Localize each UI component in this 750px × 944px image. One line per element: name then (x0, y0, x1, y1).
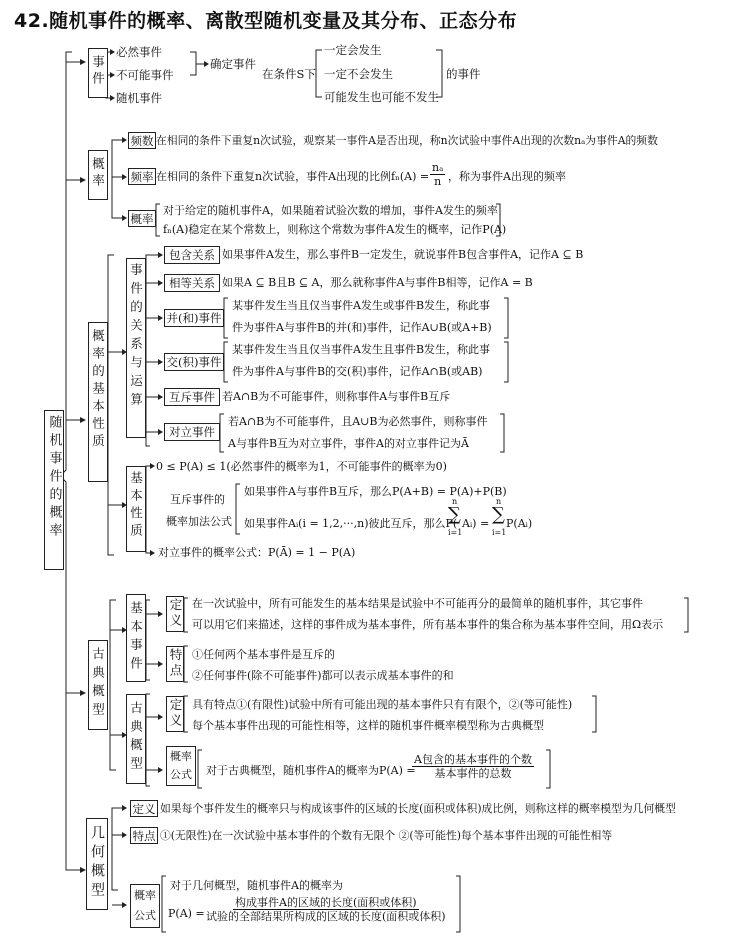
model-def-box: 定义 (166, 696, 184, 732)
geo-formula-line1: 对于几何概型，随机事件A的概率为 (170, 879, 343, 892)
geo-feat-text: ①(无限性)在一次试验中基本事件的个数有无限个 ②(等可能性)每个基本事件出现的可能性相等 (160, 829, 613, 842)
add-rule-2b: Aᵢ) = (462, 517, 490, 530)
union-line2: 件为事件A与事件B的并(和)事件，记作A∪B(或A+B) (232, 321, 492, 334)
probability-box: 概率 (128, 210, 156, 227)
geo-formula-pa: P(A) = (168, 907, 205, 920)
outcome-1: 一定会发生 (324, 43, 382, 57)
equal-box: 相等关系 (164, 274, 220, 292)
add-sum-1-bot: i=1 (448, 528, 463, 537)
classical-box: 古典概型 (88, 640, 108, 730)
model-formula-fraction: A包含的基本事件的个数 基本事件的总数 (414, 753, 532, 780)
add-sum-2: ∑ (492, 504, 505, 525)
basic-def-box: 定义 (166, 596, 184, 632)
freq-rate-box: 频率 (128, 168, 156, 185)
add-rule-1: 如果事件A与事件B互斥，那么P(A+B) = P(A)+P(B) (244, 485, 507, 498)
event-impossible: 不可能事件 (116, 68, 174, 82)
basic-event-box: 基本事件 (126, 594, 146, 682)
events-box: 事件 (88, 48, 108, 98)
prob-box: 概率 (88, 150, 108, 200)
basic-feat-line2: ②任何事件(除不可能事件)都可以表示成基本事件的和 (192, 669, 454, 682)
page-title: 42.随机事件的概率、离散型随机变量及其分布、正态分布 (14, 10, 518, 32)
basic-feat-box: 特点 (166, 646, 184, 682)
basic-feat-line1: ①任何两个基本事件是互斥的 (192, 648, 335, 661)
complement-text: 对立事件的概率公式：P(Ā) = 1 − P(A) (158, 546, 356, 559)
include-box: 包含关系 (164, 246, 220, 264)
inter-line1: 某事件发生当且仅当事件A发生且事件B发生，称此事 (232, 343, 491, 356)
event-certain: 必然事件 (116, 45, 162, 59)
opposite-line2: A与事件B互为对立事件，事件A的对立事件记为Ā (228, 437, 469, 450)
add-sum-1-top: n (452, 497, 458, 506)
mutex-text: 若A∩B为不可能事件，则称事件A与事件B互斥 (222, 390, 451, 403)
basic-def-line2: 可以用它们来描述，这样的事件成为基本事件，所有基本事件的集合称为基本事件空间，用Ω表示 (192, 618, 664, 631)
event-deterministic: 确定事件 (210, 57, 256, 71)
range-text: 0 ≤ P(A) ≤ 1(必然事件的概率为1，不可能事件的概率为0) (156, 460, 447, 473)
freq-count-box: 频数 (128, 132, 156, 149)
add-sum-2-bot: i=1 (492, 528, 507, 537)
event-suffix: 的事件 (446, 67, 481, 81)
event-random: 随机事件 (116, 91, 162, 105)
model-formula-text: 对于古典概型，随机事件A的概率为P(A) = (206, 764, 416, 777)
probability-line2: fₙ(A)稳定在某个常数上，则称这个常数为事件A发生的概率，记作P(A) (163, 223, 507, 236)
event-condition: 在条件S下 (262, 67, 316, 81)
root-label: 随机事件的概率 (46, 415, 62, 541)
add-rule-2a: 如果事件Aᵢ(i = 1,2,···,n)彼此互斥，那么P( (244, 517, 458, 530)
add-sum-2-top: n (496, 497, 502, 506)
geo-def-text: 如果每个事件发生的概率只与构成该事件的区域的长度(面积或体积)成比例，则称这样的概率模型为几何概型 (160, 802, 676, 815)
add-label-2: 概率加法公式 (166, 515, 232, 528)
add-rule-2c: P(Aᵢ) (506, 517, 533, 530)
geo-def-box: 定义 (130, 800, 158, 817)
probability-line1: 对于给定的随机事件A，如果随着试验次数的增加，事件A发生的频率 (163, 204, 498, 217)
freq-rate-text-b: ，称为事件A出现的频率 (448, 170, 566, 183)
equal-text: 如果A ⊆ B且B ⊆ A，那么就称事件A与事件B相等，记作A = B (222, 276, 533, 289)
freq-rate-text-a: 在相同的条件下重复n次试验，事件A出现的比例fₙ(A) = (156, 170, 430, 183)
model-def-line2: 每个基本事件出现的可能性相等，这样的随机事件概率模型称为古典概型 (192, 719, 544, 732)
geo-formula-box: 概率公式 (130, 884, 160, 928)
props-box: 基本性质 (126, 466, 146, 552)
opposite-line1: 若A∩B为不可能事件，且A∪B为必然事件，则称事件 (228, 415, 488, 428)
union-box: 并(和)事件 (164, 309, 224, 327)
mutex-box: 互斥事件 (164, 388, 220, 406)
geo-feat-box: 特点 (130, 827, 158, 844)
include-text: 如果事件A发生，那么事件B一定发生，就说事件B包含事件A，记作A ⊆ B (222, 248, 584, 261)
geo-formula-fraction: 构成事件A的区域的长度(面积或体积) 试验的全部结果所构成的区域的长度(面积或体积) (206, 896, 446, 923)
outcome-2: 一定不会发生 (324, 67, 393, 81)
model-formula-box: 概率公式 (166, 746, 196, 786)
root-box (44, 410, 64, 570)
add-label-1: 互斥事件的 (170, 493, 225, 506)
add-sum-1: ∑ (448, 504, 461, 525)
model-box: 古典概型 (126, 694, 146, 784)
inter-box: 交(积)事件 (164, 353, 224, 371)
freq-count-text: 在相同的条件下重复n次试验，观察某一事件A是否出现，称n次试验中事件A出现的次数nₐ为事件A的频数 (156, 134, 658, 147)
freq-rate-fraction: $\frac{\text{nₐ}}{n}$ (432, 161, 444, 188)
relations-box: 事件的关系与运算 (126, 258, 146, 438)
model-def-line1: 具有特点①(有限性)试验中所有可能出现的基本事件只有有限个，②(等可能性) (192, 698, 573, 711)
union-line1: 某事件发生当且仅当事件A发生或事件B发生，称此事 (232, 299, 491, 312)
outcome-3: 可能发生也可能不发生 (324, 90, 439, 104)
basic-def-line1: 在一次试验中，所有可能发生的基本结果是试验中不可能再分的最简单的随机事件，其它事件 (192, 597, 643, 610)
geometric-box: 几何概型 (86, 818, 108, 910)
basic-box: 概率的基本性质 (88, 322, 108, 482)
opposite-box: 对立事件 (164, 423, 220, 441)
inter-line2: 件为事件A与事件B的交(积)事件，记作A∩B(或AB) (232, 365, 483, 378)
